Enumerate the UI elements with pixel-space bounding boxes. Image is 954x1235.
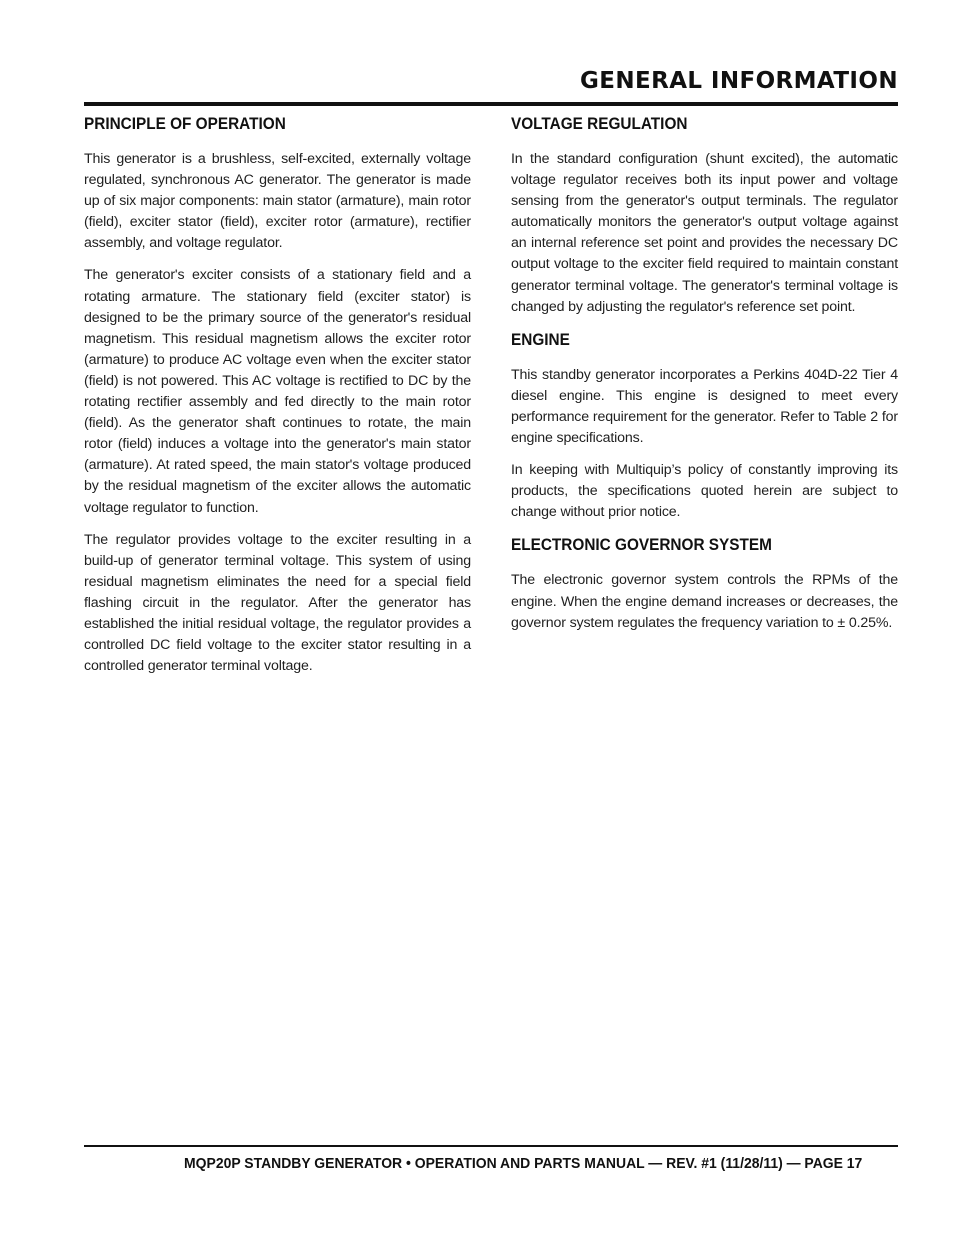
- principle-paragraph-2: The generator's exciter consists of a stationary field and a rotating armature. The stationary field (exciter stator) is designed to be the primary source of the generator's residual magnetism. This residual magnetism allows the exciter rotor (armature) to produce AC voltage even when the exciter stator (field) is not powered. This AC voltage is rectified to DC by the rotating rectifier assembly and fed directly to the main rotor (field). As the generator shaft continues to rotate, the main rotor (field) induces a voltage into the generator's main stator (armature). At rated speed, the main stator's voltage produced by the residual magnetism of the exciter allows the automatic voltage regulator to function.: [84, 267, 471, 516]
- voltage-regulation-paragraph-1: In the standard configuration (shunt excited), the automatic voltage regulator receives both its input power and voltage sensing from the generator's output terminals. The regulator automatically monitors the generator's output voltage against an internal reference set point and provides the necessary DC output voltage to the exciter field required to maintain constant generator terminal voltage. The generator's terminal voltage is changed by adjusting the regulator's reference set point.: [511, 151, 898, 315]
- principle-paragraph-3: The regulator provides voltage to the exciter resulting in a build-up of generator terminal voltage. This system of using residual magnetism eliminates the need for a special field flashing circuit in the regulator. After the generator has established the initial residual voltage, the regulator provides a controlled DC field voltage to the exciter stator resulting in a controlled generator terminal voltage.: [84, 531, 471, 675]
- footer-text: MQP20P STANDBY GENERATOR • OPERATION AND PARTS MANUAL — REV. #1 (11/28/11) — PAGE 17: [183, 1155, 862, 1172]
- left-column: [84, 113, 471, 677]
- engine-paragraph-1: This standby generator incorporates a Perkins 404D-22 Tier 4 diesel engine. This engine is designed to meet every performance requirement for the generator. Refer to Table 2 for engine specifications.: [511, 366, 898, 447]
- electronic-governor-heading: ELECTRONIC GOVERNOR SYSTEM: [511, 536, 772, 555]
- engine-heading: ENGINE: [511, 330, 570, 349]
- voltage-regulation-heading: VOLTAGE REGULATION: [511, 115, 688, 133]
- governor-paragraph-1: The electronic governor system controls the RPMs of the engine. When the engine demand increases or decreases, the governor system regulates the frequency variation to ± 0.25%.: [511, 572, 898, 631]
- principle-paragraph-1: This generator is a brushless, self-excited, externally voltage regulated, synchronous AC generator. The generator is made up of six major components: main stator (armature), main rotor (field), exciter stator (field), exciter rotor (armature), rectifier assembly, and voltage regulator.: [84, 151, 471, 252]
- page-header: [84, 66, 898, 106]
- page-footer: [84, 1145, 898, 1172]
- right-column: [511, 113, 898, 634]
- principle-of-operation-heading: PRINCIPLE OF OPERATION: [84, 115, 286, 133]
- engine-paragraph-2: In keeping with Multiquip’s policy of constantly improving its products, the specifications quoted herein are subject to change without prior notice.: [511, 462, 898, 521]
- page-title: GENERAL INFORMATION: [579, 68, 898, 94]
